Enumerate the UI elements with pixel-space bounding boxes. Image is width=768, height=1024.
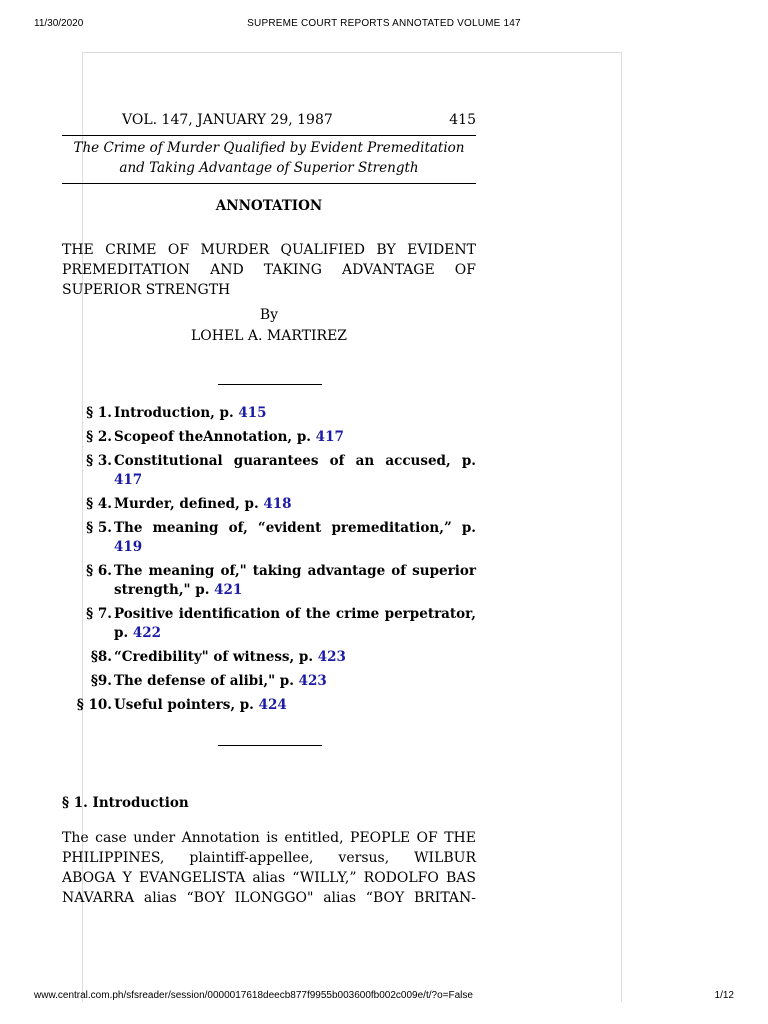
toc-page-link[interactable]: 424 [258, 697, 287, 713]
toc-section-number: §8. [90, 649, 112, 665]
toc-item-text: Useful pointers, p. [114, 697, 259, 713]
paragraph-line: PHILIPPINES, plaintiff-appellee, versus, WILBUR [62, 850, 476, 866]
print-date: 11/30/2020 [34, 18, 84, 29]
section-heading: § 1. Introduction [62, 795, 189, 811]
toc-page-link[interactable]: 423 [317, 649, 346, 665]
toc-item-text: Constitutional guarantees of an accused, p. [114, 453, 476, 469]
paragraph-line: ABOGA Y EVANGELISTA alias “WILLY,” RODOLFO BAS [62, 870, 476, 886]
toc-item [62, 605, 476, 643]
header-rule-bottom [62, 183, 476, 184]
main-title: THE CRIME OF MURDER QUALIFIED BY EVIDENT PREMEDITATION AND TAKING ADVANTAGE OF SUPERIOR STRENGTH [62, 242, 476, 298]
table-of-contents [62, 404, 476, 720]
print-footer [0, 990, 768, 1024]
toc-page-link[interactable]: 423 [298, 673, 327, 689]
toc-item [62, 452, 476, 490]
volume-line [62, 112, 476, 132]
page-url[interactable]: www.central.com.ph/sfsreader/session/0000017618deecb877f9955b003600fb002c009e/t/?o=False [34, 990, 473, 1001]
body-paragraph [62, 828, 476, 908]
toc-page-link[interactable]: 415 [238, 405, 267, 421]
print-header [0, 0, 768, 40]
toc-item [62, 404, 476, 423]
toc-item-text: The meaning of, “evident premeditation,” p. [114, 520, 476, 536]
running-title [62, 138, 476, 178]
volume-date: VOL. 147, JANUARY 29, 1987 [122, 112, 333, 128]
toc-page-link[interactable]: 422 [132, 625, 162, 641]
toc-item-text: Positive identification of the crime perpetrator, p. [114, 606, 476, 641]
toc-item [62, 672, 476, 691]
toc-section-number: § 5. [86, 520, 112, 536]
toc-item [62, 495, 476, 514]
header-rule-top [62, 135, 476, 136]
toc-section-number: § 1. [86, 405, 112, 421]
byline: By [259, 307, 279, 323]
running-title-line-2: and Taking Advantage of Superior Strength [119, 160, 419, 176]
toc-item-text: Scopeof theAnnotation, p. [114, 429, 316, 445]
toc-item-text: Introduction, p. [114, 405, 239, 421]
toc-item [62, 428, 476, 447]
toc-page-link[interactable]: 417 [315, 429, 344, 445]
toc-item [62, 696, 476, 715]
toc-item-text: The meaning of," taking advantage of superior strength," p. [114, 563, 476, 598]
divider-rule-2 [218, 745, 322, 746]
page-number: 415 [449, 112, 476, 128]
annotation-heading: ANNOTATION [215, 198, 323, 214]
toc-item-text: Murder, defined, p. [114, 496, 264, 512]
toc-section-number: § 7. [86, 606, 112, 622]
toc-item [62, 519, 476, 557]
toc-section-number: § 10. [76, 697, 112, 713]
toc-item [62, 562, 476, 600]
paragraph-line: NAVARRA alias “BOY ILONGGO" alias “BOY BRITAN- [62, 890, 476, 906]
toc-page-link[interactable]: 421 [214, 582, 243, 598]
toc-page-link[interactable]: 418 [263, 496, 292, 512]
author-name: LOHEL A. MARTIREZ [190, 328, 348, 344]
toc-page-link[interactable]: 419 [114, 539, 143, 555]
print-title: SUPREME COURT REPORTS ANNOTATED VOLUME 147 [247, 18, 521, 29]
toc-page-link[interactable]: 417 [114, 472, 143, 488]
toc-section-number: § 3. [86, 453, 112, 469]
running-title-line-1: The Crime of Murder Qualified by Evident Premeditation [73, 140, 465, 156]
toc-section-number: § 4. [86, 496, 112, 512]
print-page-count: 1/12 [714, 990, 734, 1001]
toc-section-number: § 2. [86, 429, 112, 445]
toc-item-text: The defense of alibi," p. [114, 673, 299, 689]
toc-item-text: “Credibility" of witness, p. [114, 649, 318, 665]
toc-section-number: §9. [90, 673, 112, 689]
toc-item [62, 648, 476, 667]
paragraph-line: The case under Annotation is entitled, PEOPLE OF THE [62, 830, 476, 846]
divider-rule-1 [218, 384, 322, 385]
toc-section-number: § 6. [86, 563, 112, 579]
